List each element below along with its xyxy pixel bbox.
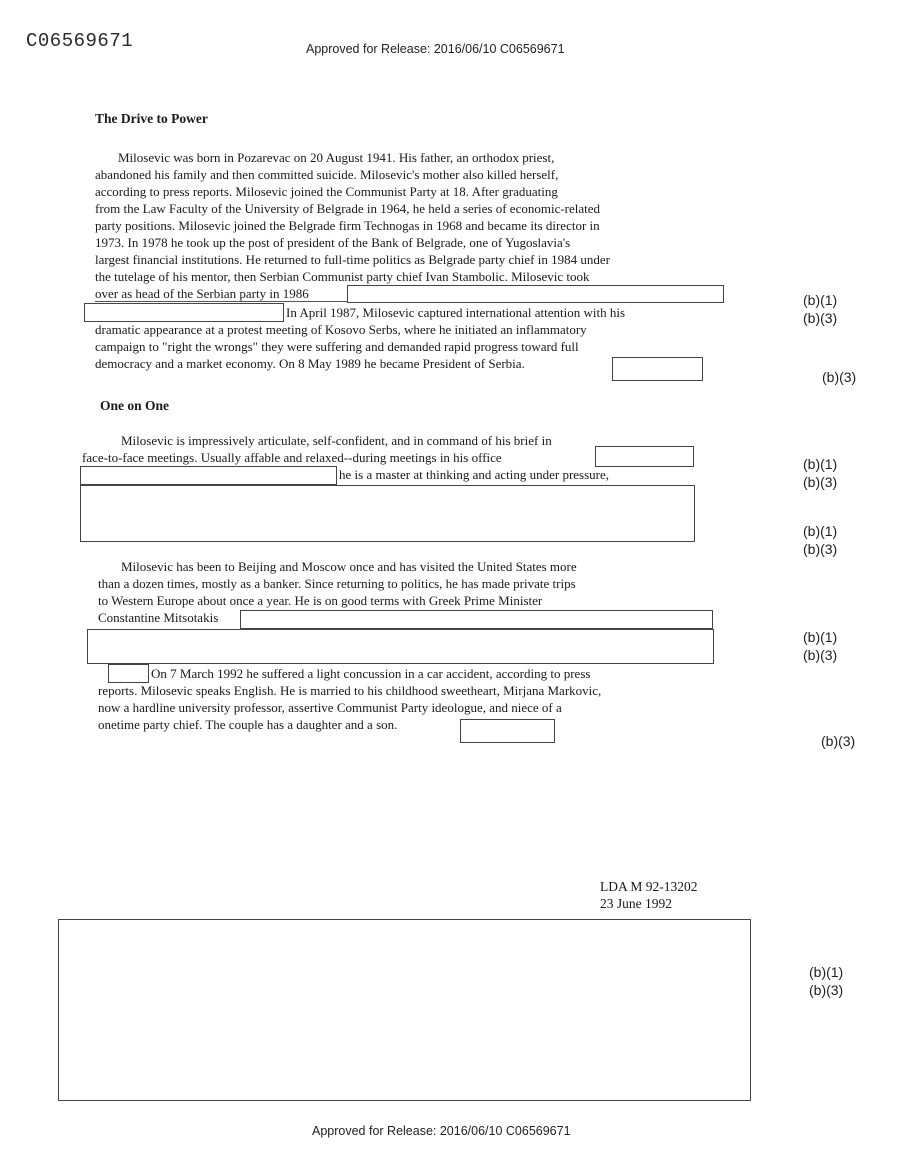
release-stamp-top: Approved for Release: 2016/06/10 C06569671 <box>306 42 565 56</box>
paragraph-line: Constantine Mitsotakis <box>98 610 219 625</box>
paragraph-line: abandoned his family and then committed suicide. Milosevic's mother also killed herself, <box>95 167 559 182</box>
paragraph-line: the tutelage of his mentor, then Serbian Communist party chief Ivan Stambolic. Milosevic took <box>95 269 590 284</box>
exemption-code: (b)(3) <box>822 369 857 385</box>
redaction-box <box>84 303 284 322</box>
redaction-box-large <box>58 919 751 1101</box>
paragraph-line: according to press reports. Milosevic joined the Communist Party at 18. After graduating <box>95 184 558 199</box>
exemption-code: (b)(3) <box>803 310 838 326</box>
exemption-code: (b)(3) <box>809 982 844 998</box>
exemption-code: (b)(1) <box>803 292 838 308</box>
document-reference: LDA M 92-13202 <box>600 879 698 894</box>
exemption-code: (b)(3) <box>803 541 838 557</box>
document-id: C06569671 <box>26 30 134 52</box>
paragraph-line: face-to-face meetings. Usually affable and relaxed--during meetings in his office <box>82 450 502 465</box>
paragraph-line: onetime party chief. The couple has a daughter and a son. <box>98 717 398 732</box>
paragraph-line: Milosevic has been to Beijing and Moscow once and has visited the United States more <box>121 559 577 574</box>
release-stamp-bottom: Approved for Release: 2016/06/10 C06569671 <box>312 1124 571 1138</box>
paragraph-line: On 7 March 1992 he suffered a light concussion in a car accident, according to press <box>151 666 591 681</box>
exemption-code: (b)(3) <box>803 474 838 490</box>
redaction-box <box>347 285 724 303</box>
redaction-box <box>240 610 713 629</box>
redaction-box <box>108 664 149 683</box>
paragraph-line: In April 1987, Milosevic captured international attention with his <box>286 305 626 320</box>
paragraph-line: campaign to "right the wrongs" they were suffering and demanded rapid progress toward full <box>95 339 579 354</box>
paragraph-line: party positions. Milosevic joined the Belgrade firm Technogas in 1968 and became its director in <box>95 218 600 233</box>
redaction-box <box>80 485 695 542</box>
paragraph-line: 1973. In 1978 he took up the post of president of the Bank of Belgrade, one of Yugoslavia's <box>95 235 571 250</box>
redaction-box <box>612 357 703 381</box>
redaction-box <box>80 466 337 485</box>
paragraph-line: from the Law Faculty of the University of Belgrade in 1964, he held a series of economic-related <box>95 201 601 216</box>
exemption-code: (b)(1) <box>803 629 838 645</box>
exemption-code: (b)(1) <box>803 523 838 539</box>
paragraph-line: largest financial institutions. He returned to full-time politics as Belgrade party chief in 1984 under <box>95 252 610 267</box>
paragraph-line: he is a master at thinking and acting under pressure, <box>339 467 610 482</box>
paragraph-line: Milosevic is impressively articulate, self-confident, and in command of his brief in <box>121 433 552 448</box>
section-title-one-on-one: One on One <box>100 398 170 413</box>
paragraph-line: over as head of the Serbian party in 1986 <box>95 286 309 301</box>
paragraph-line: dramatic appearance at a protest meeting of Kosovo Serbs, where he initiated an inflammatory <box>95 322 587 337</box>
paragraph-line: to Western Europe about once a year. He is on good terms with Greek Prime Minister <box>98 593 543 608</box>
paragraph-line: reports. Milosevic speaks English. He is married to his childhood sweetheart, Mirjana Markovic, <box>98 683 602 698</box>
paragraph-line: than a dozen times, mostly as a banker. Since returning to politics, he has made private trips <box>98 576 576 591</box>
redaction-box <box>87 629 714 664</box>
redaction-box <box>595 446 694 467</box>
redaction-box <box>460 719 555 743</box>
paragraph-line: democracy and a market economy. On 8 May 1989 he became President of Serbia. <box>95 356 525 371</box>
exemption-code: (b)(1) <box>809 964 844 980</box>
paragraph-line: now a hardline university professor, assertive Communist Party ideologue, and niece of a <box>98 700 562 715</box>
document-date: 23 June 1992 <box>600 896 672 911</box>
exemption-code: (b)(3) <box>803 647 838 663</box>
paragraph-line: Milosevic was born in Pozarevac on 20 August 1941. His father, an orthodox priest, <box>118 150 555 165</box>
underline <box>95 301 347 302</box>
exemption-code: (b)(3) <box>821 733 856 749</box>
section-title-drive-to-power: The Drive to Power <box>95 111 208 126</box>
exemption-code: (b)(1) <box>803 456 838 472</box>
